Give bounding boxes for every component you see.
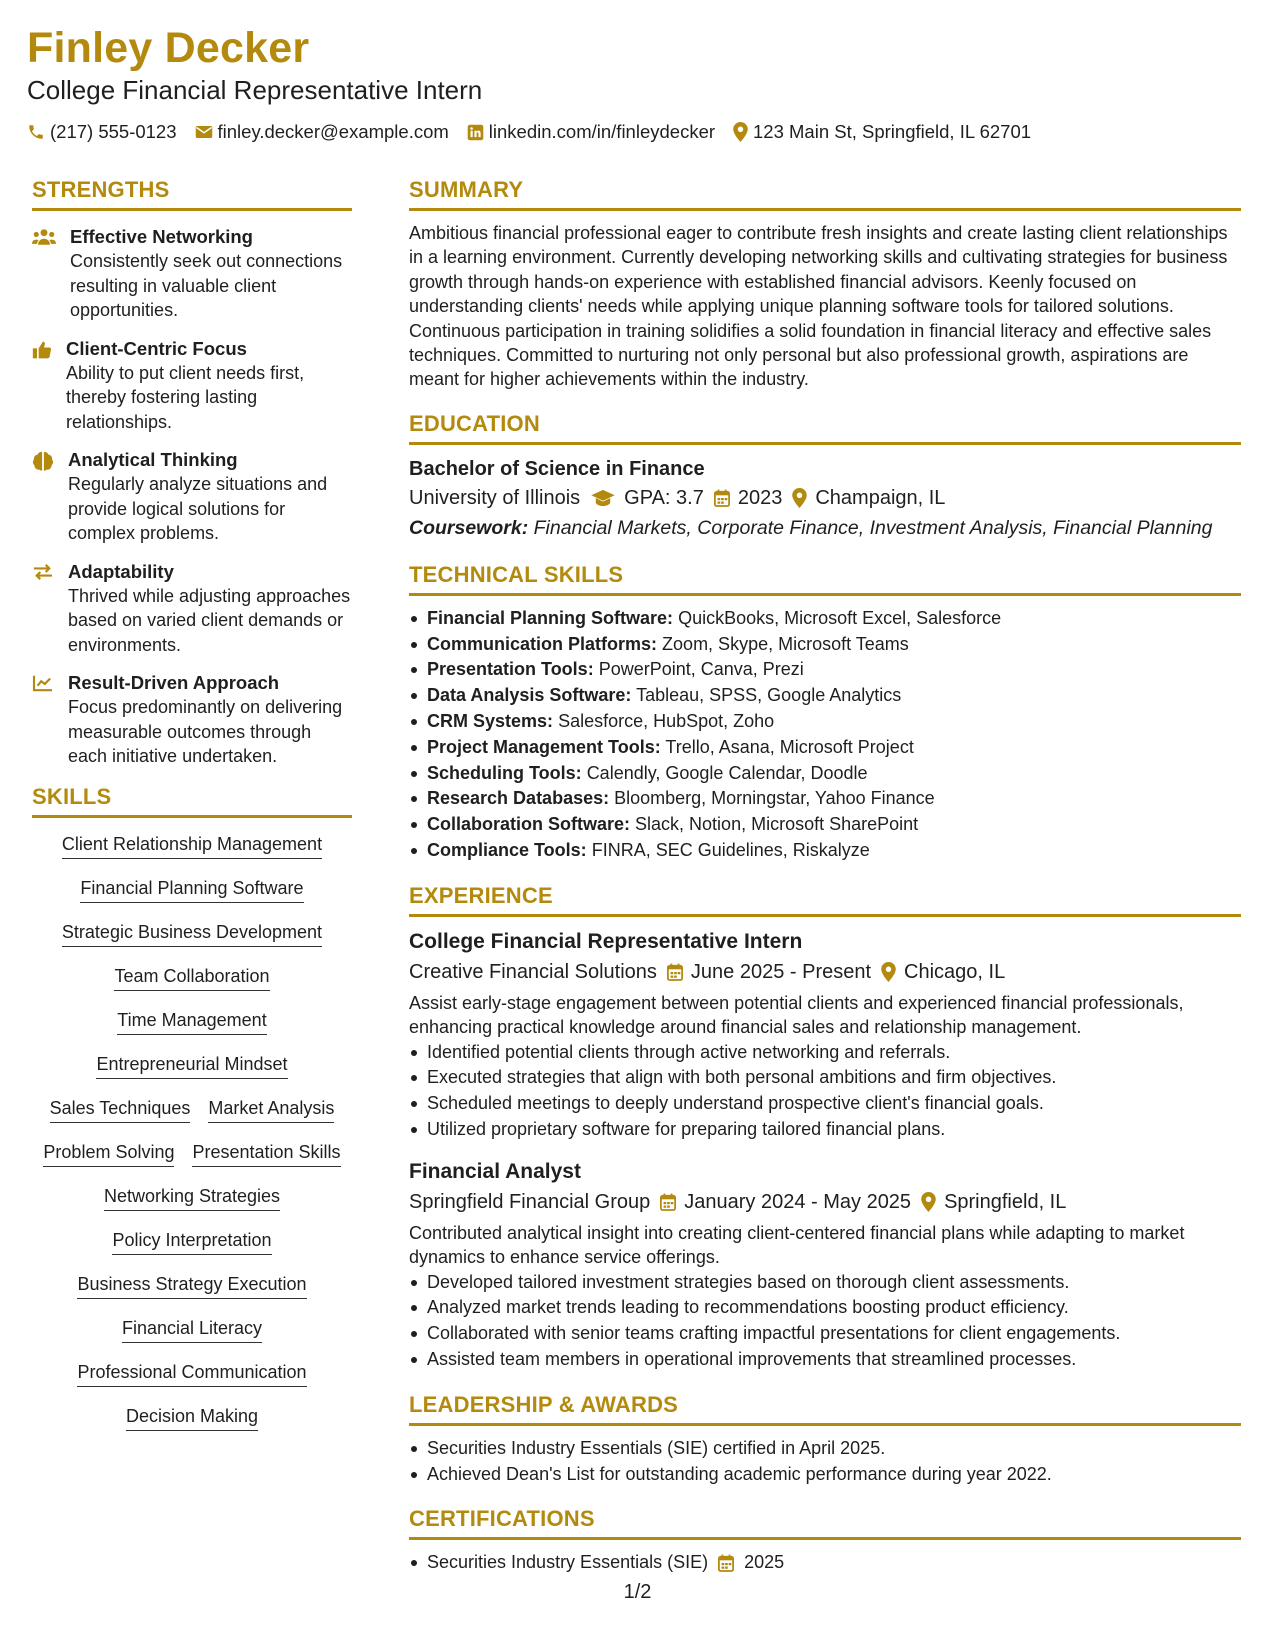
candidate-name: Finley Decker: [27, 24, 310, 72]
tech-skill-label: Collaboration Software:: [427, 814, 631, 835]
skill-tag: Professional Communication: [77, 1360, 306, 1387]
skill-tag: Market Analysis: [208, 1096, 334, 1123]
list-item: [427, 812, 1241, 838]
strength-description: Ability to put client needs first, thereby fostering lasting relationships.: [66, 362, 305, 432]
users-icon: [32, 228, 56, 246]
list-item: Achieved Dean's List for outstanding academic performance during year 2022.: [427, 1462, 1241, 1488]
list-item: Collaborated with senior teams crafting impactful presentations for client engagements.: [427, 1321, 1241, 1347]
contact-bar: [27, 120, 1247, 144]
school-location: Champaign, IL: [815, 486, 946, 509]
certifications-section: [409, 1505, 1241, 1576]
tech-skill-value: Slack, Notion, Microsoft SharePoint: [635, 814, 919, 835]
phone-icon: [27, 123, 45, 141]
graduation-cap-icon: [590, 489, 616, 507]
arrows-exchange-icon: [32, 563, 54, 581]
tech-skill-label: Communication Platforms:: [427, 633, 658, 654]
skill-tag: Policy Interpretation: [112, 1228, 271, 1255]
strength-title: Client-Centric Focus: [66, 337, 247, 359]
thumbs-up-icon: [32, 340, 52, 360]
summary-section: [409, 176, 1241, 392]
experience-heading: EXPERIENCE: [409, 882, 1241, 917]
map-pin-icon: [881, 962, 896, 982]
tech-skill-value: Calendly, Google Calendar, Doodle: [586, 762, 868, 783]
job-meta: [409, 1187, 1241, 1217]
strength-description: Regularly analyze situations and provide logical solutions for complex problems.: [68, 474, 328, 543]
list-item: Identified potential clients through active networking and referrals.: [427, 1040, 1241, 1066]
resume-header: [27, 22, 1247, 144]
technical-skills-heading: TECHNICAL SKILLS: [409, 561, 1241, 596]
email-text[interactable]: finley.decker@example.com: [217, 121, 449, 142]
degree-title: Bachelor of Science in Finance: [409, 457, 705, 480]
leadership-list: [409, 1436, 1241, 1488]
tech-skill-value: Trello, Asana, Microsoft Project: [665, 736, 914, 757]
tech-skill-label: Compliance Tools:: [427, 840, 587, 861]
skill-tag: Time Management: [117, 1008, 266, 1035]
list-item: Utilized proprietary software for preparing tailored financial plans.: [427, 1117, 1241, 1143]
list-item: [427, 761, 1241, 787]
strength-title: Analytical Thinking: [68, 449, 238, 470]
skill-tag: Financial Literacy: [122, 1316, 262, 1343]
strength-item: [32, 671, 352, 769]
envelope-icon: [195, 124, 213, 140]
job-dates: January 2024 - May 2025: [684, 1190, 912, 1213]
list-item: [427, 632, 1241, 658]
list-item: [427, 786, 1241, 812]
summary-text: Ambitious financial professional eager to contribute fresh insights and create lasting client relationships in a learning environment. Currently developing networking skills and cultivating strategies for business growth through hands-on experience with established financial advisors. Keenly focused on understanding clients' needs while applying unique planning software tools for tailored solutions. Continuous participation in training solidifies a solid foundation in financial literacy and effective sales techniques. Committed to nurturing not only personal but also professional growth, aspirations are meant for higher achievements within the industry.: [409, 223, 1228, 390]
skill-tag: Sales Techniques: [50, 1096, 191, 1123]
school-name: University of Illinois: [409, 486, 581, 509]
graduation-year: 2023: [737, 486, 783, 509]
calendar-icon: [714, 489, 730, 507]
technical-skills-section: [409, 561, 1241, 864]
strength-item: [32, 225, 352, 323]
skills-list: [32, 828, 352, 1431]
tech-skill-value: Tableau, SPSS, Google Analytics: [636, 685, 902, 706]
skill-tag: Financial Planning Software: [80, 876, 303, 903]
list-item: [427, 709, 1241, 735]
strength-item: [32, 560, 352, 658]
map-pin-icon: [792, 488, 807, 508]
tech-skill-label: CRM Systems:: [427, 711, 554, 732]
job-entry: [409, 927, 1241, 1143]
technical-skills-list: [409, 606, 1241, 864]
strength-title: Effective Networking: [70, 226, 253, 247]
phone-text: (217) 555-0123: [50, 121, 177, 142]
leadership-section: [409, 1391, 1241, 1488]
job-bullets: [409, 1040, 1241, 1143]
tech-skill-label: Presentation Tools:: [427, 659, 594, 680]
strength-description: Focus predominantly on delivering measurable outcomes through each initiative undertaken.: [68, 697, 343, 766]
list-item: [427, 838, 1241, 864]
tech-skill-value: Zoom, Skype, Microsoft Teams: [662, 633, 909, 654]
job-description: Assist early-stage engagement between potential clients and experienced financial professionals, enhancing practical knowledge around financial sales and relationship management.: [409, 992, 1184, 1038]
skill-tag: Client Relationship Management: [62, 832, 322, 859]
education-section: [409, 410, 1241, 543]
education-meta: [409, 483, 1241, 513]
right-column: [409, 176, 1241, 1594]
list-item: [427, 683, 1241, 709]
coursework: [409, 513, 1241, 543]
experience-section: [409, 882, 1241, 1373]
list-item: [427, 657, 1241, 683]
skill-tag: Presentation Skills: [192, 1140, 340, 1167]
list-item: [427, 606, 1241, 632]
calendar-icon: [660, 1193, 676, 1211]
gpa-text: GPA: 3.7: [624, 486, 704, 509]
list-item: [427, 1550, 1241, 1576]
coursework-label: Coursework:: [409, 516, 529, 539]
skills-heading: SKILLS: [32, 783, 352, 818]
education-heading: EDUCATION: [409, 410, 1241, 445]
strength-title: Adaptability: [68, 560, 174, 582]
job-dates: June 2025 - Present: [690, 960, 872, 983]
tech-skill-value: Salesforce, HubSpot, Zoho: [558, 711, 775, 732]
strength-item: [32, 448, 352, 546]
company-name: Creative Financial Solutions: [409, 960, 657, 983]
list-item: Securities Industry Essentials (SIE) certified in April 2025.: [427, 1436, 1241, 1462]
list-item: Scheduled meetings to deeply understand prospective client's financial goals.: [427, 1091, 1241, 1117]
strength-item: [32, 337, 352, 435]
certification-name: Securities Industry Essentials (SIE): [427, 1552, 709, 1573]
tech-skill-label: Project Management Tools:: [427, 736, 661, 757]
company-name: Springfield Financial Group: [409, 1190, 651, 1213]
page-number: 1/2: [623, 1581, 652, 1603]
map-pin-icon: [921, 1192, 936, 1212]
tech-skill-label: Data Analysis Software:: [427, 685, 632, 706]
map-pin-icon: [733, 122, 748, 142]
tech-skill-value: QuickBooks, Microsoft Excel, Salesforce: [678, 607, 1002, 628]
tech-skill-value: PowerPoint, Canva, Prezi: [598, 659, 804, 680]
chart-line-icon: [32, 674, 54, 692]
skill-tag: Business Strategy Execution: [77, 1272, 306, 1299]
tech-skill-label: Financial Planning Software:: [427, 607, 674, 628]
linkedin-icon: [467, 124, 484, 141]
linkedin-text[interactable]: linkedin.com/in/finleydecker: [488, 121, 716, 142]
list-item: Analyzed market trends leading to recommendations boosting product efficiency.: [427, 1295, 1241, 1321]
certifications-list: [409, 1550, 1241, 1576]
certification-year: 2025: [744, 1552, 785, 1573]
calendar-icon: [718, 1554, 734, 1572]
job-location: Springfield, IL: [944, 1190, 1067, 1213]
job-location: Chicago, IL: [904, 960, 1006, 983]
contact-email[interactable]: [195, 120, 449, 144]
job-title: College Financial Representative Intern: [409, 929, 803, 953]
contact-linkedin[interactable]: [467, 120, 715, 144]
certifications-heading: CERTIFICATIONS: [409, 1505, 1241, 1540]
candidate-headline: College Financial Representative Intern: [27, 75, 483, 105]
list-item: Developed tailored investment strategies based on thorough client assessments.: [427, 1270, 1241, 1296]
contact-address: [733, 120, 1031, 144]
job-entry: [409, 1157, 1241, 1373]
summary-heading: SUMMARY: [409, 176, 1241, 211]
skill-tag: Decision Making: [126, 1404, 258, 1431]
strength-description: Thrived while adjusting approaches based on varied client demands or environments.: [68, 585, 351, 655]
skill-tag: Problem Solving: [43, 1140, 174, 1167]
job-title: Financial Analyst: [409, 1159, 581, 1183]
skill-tag: Strategic Business Development: [62, 920, 322, 947]
tech-skill-label: Scheduling Tools:: [427, 762, 582, 783]
tech-skill-value: FINRA, SEC Guidelines, Riskalyze: [591, 840, 870, 861]
coursework-list: Financial Markets, Corporate Finance, Investment Analysis, Financial Planning: [533, 516, 1213, 539]
calendar-icon: [667, 963, 683, 981]
skill-tag: Entrepreneurial Mindset: [96, 1052, 287, 1079]
strength-title: Result-Driven Approach: [68, 672, 280, 693]
skill-tag: Networking Strategies: [104, 1184, 280, 1211]
strengths-heading: STRENGTHS: [32, 176, 352, 211]
job-meta: [409, 957, 1241, 987]
brain-icon: [32, 451, 54, 471]
list-item: Executed strategies that align with both personal ambitions and firm objectives.: [427, 1065, 1241, 1091]
tech-skill-label: Research Databases:: [427, 788, 610, 809]
job-bullets: [409, 1270, 1241, 1373]
strength-description: Consistently seek out connections resulting in valuable client opportunities.: [70, 251, 343, 320]
contact-phone: [27, 120, 177, 144]
strengths-list: [32, 221, 352, 769]
left-column: [32, 176, 352, 1431]
list-item: Assisted team members in operational improvements that streamlined processes.: [427, 1347, 1241, 1373]
address-text: 123 Main St, Springfield, IL 62701: [753, 121, 1032, 142]
leadership-heading: LEADERSHIP & AWARDS: [409, 1391, 1241, 1426]
skill-tag: Team Collaboration: [114, 964, 269, 991]
list-item: [427, 735, 1241, 761]
tech-skill-value: Bloomberg, Morningstar, Yahoo Finance: [614, 788, 935, 809]
job-description: Contributed analytical insight into creating client-centered financial plans while adapting to market dynamics to enhance service offerings.: [409, 1222, 1185, 1268]
